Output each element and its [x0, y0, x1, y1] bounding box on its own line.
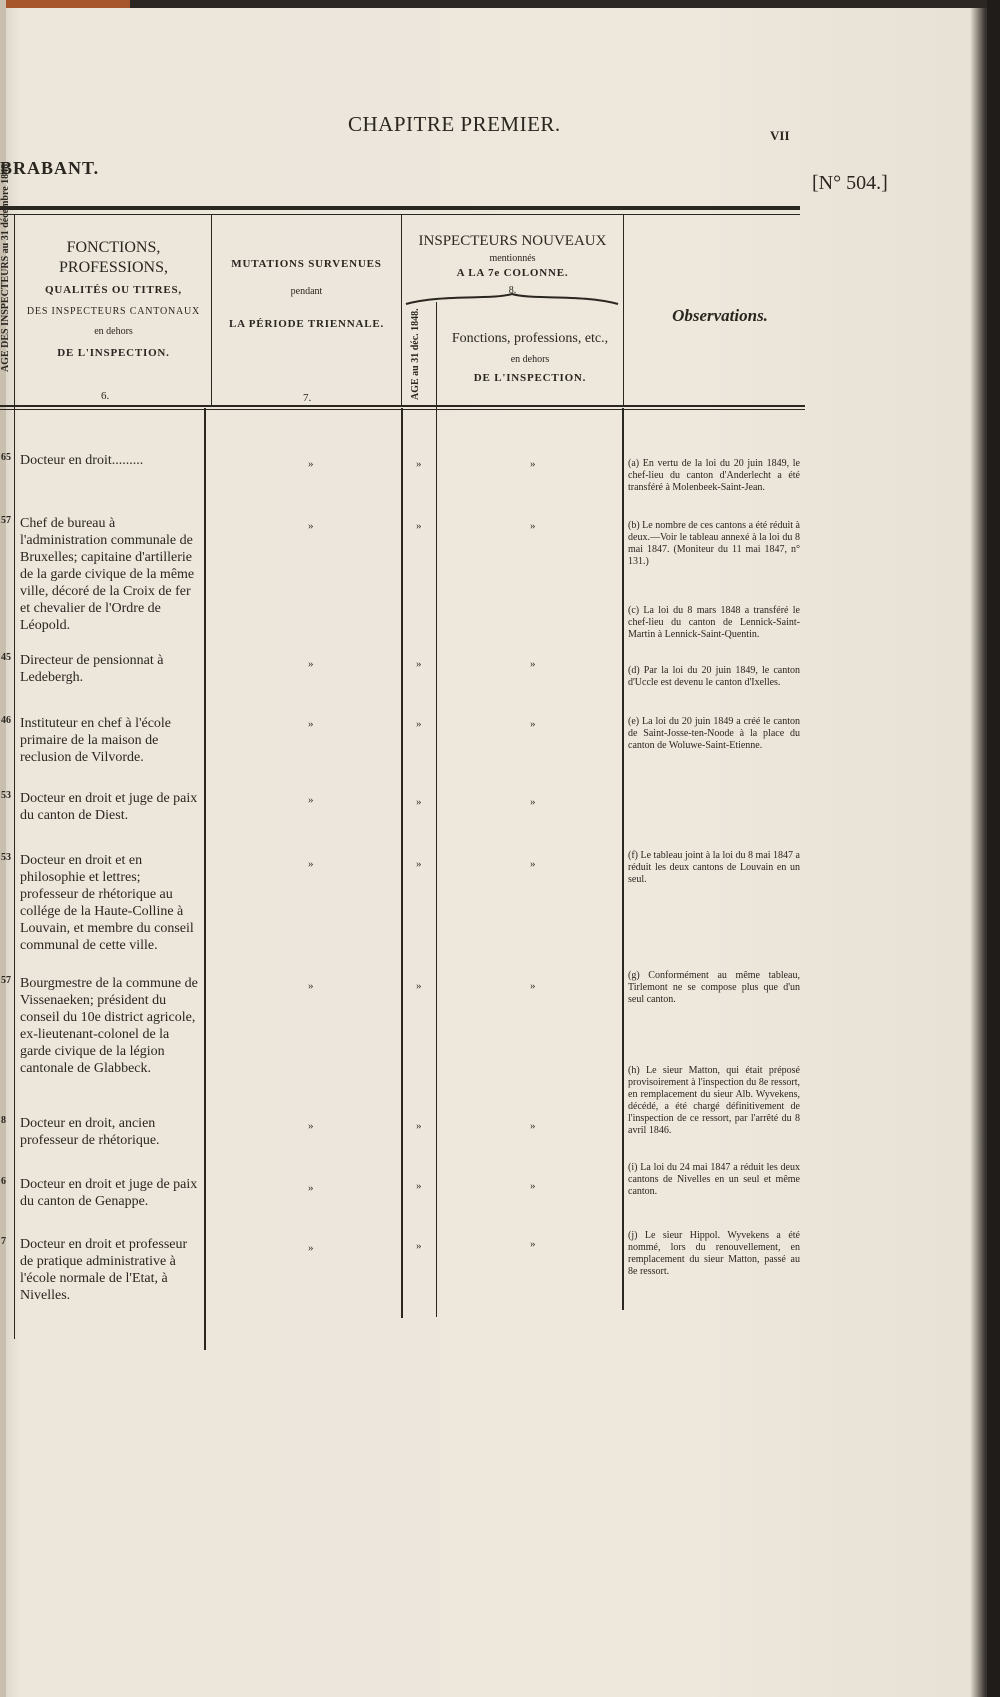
- row-number: 7: [1, 1236, 6, 1247]
- col8-line2: mentionnés: [489, 252, 536, 264]
- row-number: 65: [1, 452, 11, 463]
- row-number: 57: [1, 515, 11, 526]
- ditto-mark: »: [416, 1180, 422, 1192]
- row-function: Docteur en droit et juge de paix du canton de Genappe.: [20, 1177, 198, 1209]
- row-function: Docteur en droit et en philosophie et lettres; professeur de rhétorique au collége de la Haute-Colline à Louvain, et membre du conseil communal de cette ville.: [20, 853, 194, 953]
- province-title: BRABANT.: [0, 158, 100, 178]
- top-edge: [0, 0, 1000, 8]
- row-number: 8: [1, 1115, 6, 1126]
- col8-line3: A LA 7e COLONNE.: [456, 267, 569, 280]
- observation-note: (j) Le sieur Hippol. Wyvekens a été nommé, lors du renouvellement, en remplacement du sieur Matton, passé au 8e ressort.: [628, 1230, 800, 1277]
- col7-line2: pendant: [290, 285, 323, 297]
- col8-sub-header: [437, 330, 623, 386]
- ditto-mark: »: [308, 658, 314, 670]
- ditto-mark: »: [530, 980, 536, 992]
- col8-age-label: AGE au 31 déc. 1848.: [410, 308, 421, 400]
- observation-note: (e) La loi du 20 juin 1849 a créé le canton de Saint-Josse-ten-Noode à la place du canton de Woluwe-Saint-Etienne.: [628, 716, 800, 751]
- ditto-mark: »: [416, 858, 422, 870]
- row-number: 6: [1, 1176, 6, 1187]
- col8-sub-title: Fonctions, professions, etc.,: [451, 331, 609, 346]
- row-function: Bourgmestre de la commune de Vissenaeken; président du conseil du 10e district agricole, ex-lieutenant-colonel de la garde civique de la légion cantonale de Glabbeck.: [20, 976, 198, 1076]
- ditto-mark: »: [530, 1120, 536, 1132]
- rule-c7-c8: [401, 408, 403, 1318]
- row-number: 53: [1, 790, 11, 801]
- ditto-mark: »: [308, 794, 314, 806]
- col7-number: 7.: [303, 392, 312, 404]
- header-bottom-rule: [0, 405, 805, 407]
- observations-header: Observations.: [672, 306, 768, 325]
- col6-line2: QUALITÉS OU TITRES,: [45, 284, 182, 296]
- col6-line4: en dehors: [94, 326, 133, 338]
- row-number: 53: [1, 852, 11, 863]
- age-column-label: AGE DES INSPECTEURS au 31 décembre 1848.: [0, 161, 11, 372]
- row-number: 57: [1, 975, 11, 986]
- ditto-mark: »: [308, 858, 314, 870]
- ditto-mark: »: [416, 796, 422, 808]
- ditto-mark: »: [308, 1182, 314, 1194]
- chapter-title: CHAPITRE PREMIER.: [348, 112, 561, 136]
- col8-title: INSPECTEURS NOUVEAUX: [418, 233, 607, 249]
- right-edge: [987, 0, 1000, 1697]
- table-top-rule: [0, 206, 800, 210]
- col8-header: [402, 232, 623, 298]
- observation-note: (g) Conformément au même tableau, Tirlemont ne se compose plus que d'un seul canton.: [628, 970, 800, 1005]
- col6-header: [16, 238, 211, 361]
- ditto-mark: »: [416, 658, 422, 670]
- ditto-mark: »: [416, 1120, 422, 1132]
- ditto-mark: »: [530, 1180, 536, 1192]
- row-function: Docteur en droit.........: [20, 453, 144, 468]
- col8-sub-line2: en dehors: [510, 353, 550, 365]
- ditto-mark: »: [308, 458, 314, 470]
- col6-title: FONCTIONS, PROFESSIONS,: [59, 239, 168, 276]
- observation-note: (c) La loi du 8 mars 1848 a transféré le chef-lieu du canton de Lennick-Saint-Martin à Lennick-Saint-Quentin.: [628, 605, 800, 640]
- col8-number: 8.: [508, 285, 517, 296]
- rule-c6-c7: [204, 408, 206, 1350]
- ditto-mark: »: [530, 658, 536, 670]
- top-edge-accent: [0, 0, 130, 8]
- ditto-mark: »: [416, 980, 422, 992]
- col8-sub-line3: DE L'INSPECTION.: [473, 372, 587, 384]
- row-function: Instituteur en chef à l'école primaire de la maison de reclusion de Vilvorde.: [20, 716, 172, 765]
- ditto-mark: »: [308, 520, 314, 532]
- ditto-mark: »: [530, 796, 536, 808]
- table-top-rule-thin: [0, 214, 800, 215]
- ditto-mark: »: [308, 1120, 314, 1132]
- col8-brace: [402, 292, 622, 306]
- row-function: Docteur en droit, ancien professeur de rhétorique.: [20, 1116, 160, 1148]
- ditto-mark: »: [416, 718, 422, 730]
- ditto-mark: »: [308, 718, 314, 730]
- col6-number: 6.: [101, 390, 110, 402]
- ditto-mark: »: [416, 1240, 422, 1252]
- ditto-mark: »: [416, 458, 422, 470]
- observation-note: (a) En vertu de la loi du 20 juin 1849, le chef-lieu du canton d'Anderlecht a été transféré à Molenbeek-Saint-Jean.: [628, 458, 800, 493]
- rule-c8-obs-head: [623, 214, 624, 406]
- observation-note: (b) Le nombre de ces cantons a été réduit à deux.—Voir le tableau annexé à la loi du 8 mai 1847. (Moniteur du 11 mai 1847, n° 131.): [628, 520, 800, 567]
- observation-note: (f) Le tableau joint à la loi du 8 mai 1847 a réduit les deux cantons de Louvain en un seul.: [628, 850, 800, 885]
- col6-line5: DE L'INSPECTION.: [57, 346, 170, 359]
- col7-header: [212, 258, 401, 332]
- row-function: Directeur de pensionnat à Ledebergh.: [20, 653, 164, 685]
- row-function: Docteur en droit et juge de paix du canton de Diest.: [20, 791, 198, 823]
- observation-note: (h) Le sieur Matton, qui était préposé provisoirement à l'inspection du 8e ressort, en remplacement du sieur Alb. Wyvekens, décédé, a été chargé définitivement de l'inspection de ce ressort, par l'arrêté du 8 avril 1846.: [628, 1065, 800, 1136]
- ditto-mark: »: [530, 718, 536, 730]
- col7-line3: LA PÉRIODE TRIENNALE.: [228, 318, 385, 331]
- rule-c8-obs: [622, 408, 624, 1310]
- observation-note: (d) Par la loi du 20 juin 1849, le canton d'Uccle est devenu le canton d'Ixelles.: [628, 665, 800, 688]
- row-number: 46: [1, 715, 11, 726]
- ditto-mark: »: [308, 1242, 314, 1254]
- folio-number: VII: [770, 128, 790, 143]
- col6-line3: DES INSPECTEURS CANTONAUX: [26, 305, 201, 317]
- ditto-mark: »: [308, 980, 314, 992]
- ditto-mark: »: [530, 458, 536, 470]
- document-number: [N° 504.]: [812, 172, 888, 194]
- ditto-mark: »: [530, 858, 536, 870]
- rule-age: [436, 302, 437, 1317]
- observation-note: (i) La loi du 24 mai 1847 a réduit les deux cantons de Nivelles en un seul et même canton.: [628, 1162, 800, 1197]
- ditto-mark: »: [416, 520, 422, 532]
- row-function: Docteur en droit et professeur de pratique administrative à l'école normale de l'Etat, à Nivelles.: [20, 1237, 188, 1303]
- row-function: Chef de bureau à l'administration communale de Bruxelles; capitaine d'artillerie de la garde civique de la même ville, décoré de la Croix de fer et chevalier de l'Ordre de Léopold.: [20, 516, 195, 633]
- row-number: 45: [1, 652, 11, 663]
- ditto-mark: »: [530, 520, 536, 532]
- rule-left: [14, 214, 15, 1339]
- col7-line1: MUTATIONS SURVENUES: [231, 258, 382, 270]
- ditto-mark: »: [530, 1238, 536, 1250]
